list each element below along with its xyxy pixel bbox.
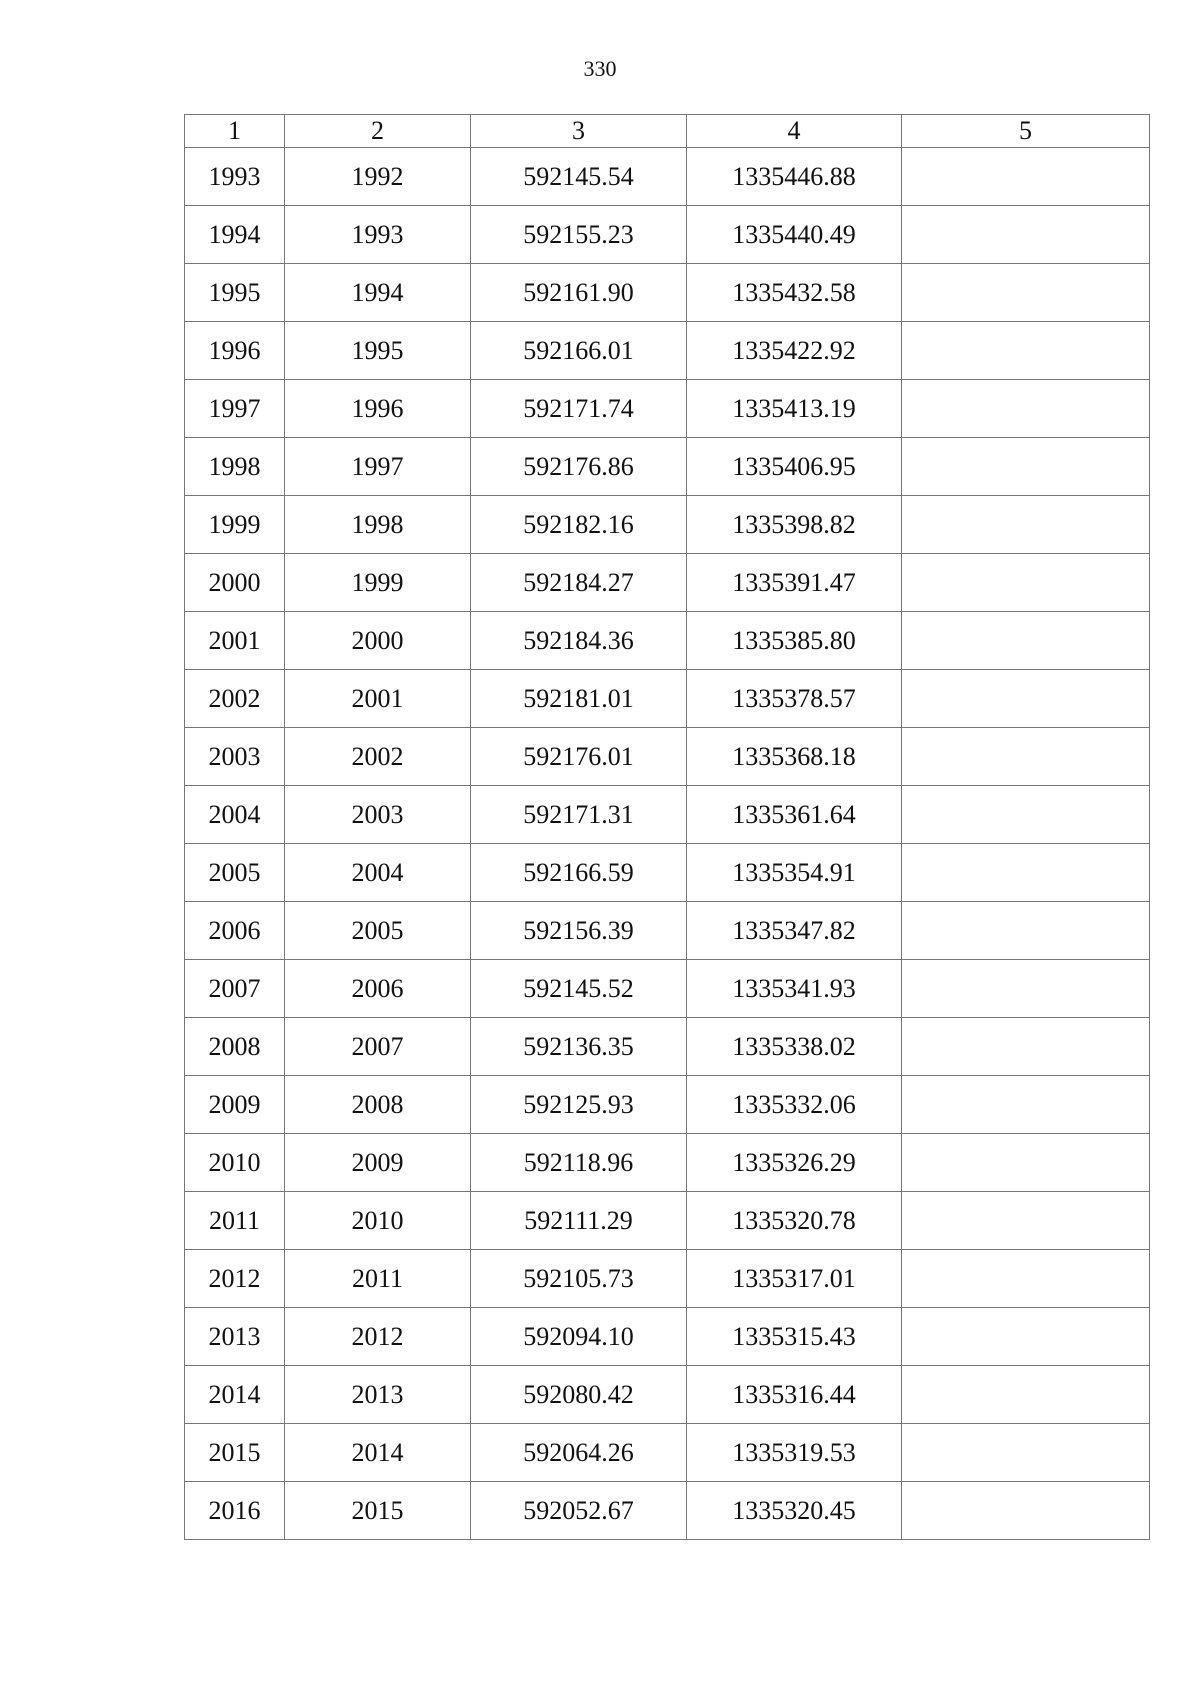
table-cell-col-3: 592182.16 bbox=[471, 496, 687, 554]
table-cell-col-1: 2002 bbox=[185, 670, 285, 728]
table-cell-col-3: 592145.52 bbox=[471, 960, 687, 1018]
table-cell-col-3: 592136.35 bbox=[471, 1018, 687, 1076]
table-cell-col-4: 1335326.29 bbox=[687, 1134, 902, 1192]
table-cell-col-3: 592161.90 bbox=[471, 264, 687, 322]
table-cell-col-3: 592145.54 bbox=[471, 148, 687, 206]
table-cell-col-2: 2003 bbox=[285, 786, 471, 844]
table-cell-col-5 bbox=[902, 960, 1150, 1018]
table-cell-col-1: 2007 bbox=[185, 960, 285, 1018]
table-cell-col-5 bbox=[902, 1192, 1150, 1250]
table-cell-col-3: 592171.74 bbox=[471, 380, 687, 438]
table-cell-col-1: 2004 bbox=[185, 786, 285, 844]
table-row bbox=[185, 148, 1150, 206]
table-cell-col-5 bbox=[902, 438, 1150, 496]
table-cell-col-3: 592166.59 bbox=[471, 844, 687, 902]
table-cell-col-5 bbox=[902, 786, 1150, 844]
table-cell-col-2: 1993 bbox=[285, 206, 471, 264]
table-cell-col-5 bbox=[902, 1134, 1150, 1192]
table-cell-col-3: 592052.67 bbox=[471, 1482, 687, 1540]
table-cell-col-4: 1335446.88 bbox=[687, 148, 902, 206]
table-cell-col-3: 592105.73 bbox=[471, 1250, 687, 1308]
table-cell-col-2: 1996 bbox=[285, 380, 471, 438]
page-number: 330 bbox=[583, 56, 617, 81]
table-cell-col-1: 2008 bbox=[185, 1018, 285, 1076]
table-cell-col-3: 592118.96 bbox=[471, 1134, 687, 1192]
table-row bbox=[185, 670, 1150, 728]
table-cell-col-2: 1997 bbox=[285, 438, 471, 496]
header-row bbox=[185, 115, 1150, 148]
table-cell-col-3: 592176.01 bbox=[471, 728, 687, 786]
table-row bbox=[185, 844, 1150, 902]
table-cell-col-4: 1335347.82 bbox=[687, 902, 902, 960]
header-cell-col-5: 5 bbox=[902, 115, 1150, 148]
table-cell-col-1: 1993 bbox=[185, 148, 285, 206]
table-cell-col-4: 1335320.45 bbox=[687, 1482, 902, 1540]
table-cell-col-1: 1996 bbox=[185, 322, 285, 380]
table-row bbox=[185, 1192, 1150, 1250]
table-cell-col-4: 1335341.93 bbox=[687, 960, 902, 1018]
table-cell-col-1: 2012 bbox=[185, 1250, 285, 1308]
table-cell-col-2: 2015 bbox=[285, 1482, 471, 1540]
table-cell-col-4: 1335317.01 bbox=[687, 1250, 902, 1308]
table-row bbox=[185, 612, 1150, 670]
table-cell-col-4: 1335319.53 bbox=[687, 1424, 902, 1482]
table-cell-col-2: 2002 bbox=[285, 728, 471, 786]
table-cell-col-1: 2013 bbox=[185, 1308, 285, 1366]
table-cell-col-2: 1994 bbox=[285, 264, 471, 322]
table-cell-col-5 bbox=[902, 1076, 1150, 1134]
table-cell-col-1: 2010 bbox=[185, 1134, 285, 1192]
table-row bbox=[185, 264, 1150, 322]
table-cell-col-2: 2001 bbox=[285, 670, 471, 728]
table-cell-col-4: 1335354.91 bbox=[687, 844, 902, 902]
table-cell-col-2: 1992 bbox=[285, 148, 471, 206]
table-cell-col-4: 1335406.95 bbox=[687, 438, 902, 496]
table-cell-col-5 bbox=[902, 380, 1150, 438]
table-row bbox=[185, 1424, 1150, 1482]
table-cell-col-5 bbox=[902, 670, 1150, 728]
table-row bbox=[185, 786, 1150, 844]
table-cell-col-2: 1999 bbox=[285, 554, 471, 612]
table-row bbox=[185, 496, 1150, 554]
table-cell-col-5 bbox=[902, 1018, 1150, 1076]
table-cell-col-4: 1335320.78 bbox=[687, 1192, 902, 1250]
table-cell-col-4: 1335368.18 bbox=[687, 728, 902, 786]
table-cell-col-2: 2011 bbox=[285, 1250, 471, 1308]
header-cell-col-2: 2 bbox=[285, 115, 471, 148]
table-cell-col-5 bbox=[902, 1366, 1150, 1424]
table-cell-col-2: 2007 bbox=[285, 1018, 471, 1076]
table-cell-col-5 bbox=[902, 844, 1150, 902]
table-cell-col-1: 2011 bbox=[185, 1192, 285, 1250]
table-cell-col-4: 1335338.02 bbox=[687, 1018, 902, 1076]
table-cell-col-2: 2008 bbox=[285, 1076, 471, 1134]
table-cell-col-1: 1999 bbox=[185, 496, 285, 554]
table-cell-col-1: 2006 bbox=[185, 902, 285, 960]
table-cell-col-3: 592094.10 bbox=[471, 1308, 687, 1366]
table-cell-col-2: 2010 bbox=[285, 1192, 471, 1250]
table-row bbox=[185, 380, 1150, 438]
table-cell-col-3: 592181.01 bbox=[471, 670, 687, 728]
table-cell-col-1: 1997 bbox=[185, 380, 285, 438]
table-cell-col-5 bbox=[902, 902, 1150, 960]
table-cell-col-1: 2014 bbox=[185, 1366, 285, 1424]
table-cell-col-3: 592111.29 bbox=[471, 1192, 687, 1250]
table-cell-col-4: 1335385.80 bbox=[687, 612, 902, 670]
table-cell-col-5 bbox=[902, 322, 1150, 380]
table-cell-col-4: 1335316.44 bbox=[687, 1366, 902, 1424]
table-cell-col-4: 1335398.82 bbox=[687, 496, 902, 554]
table-cell-col-2: 1995 bbox=[285, 322, 471, 380]
table-cell-col-4: 1335361.64 bbox=[687, 786, 902, 844]
table-cell-col-1: 2001 bbox=[185, 612, 285, 670]
table-header bbox=[185, 115, 1150, 148]
header-cell-col-3: 3 bbox=[471, 115, 687, 148]
table-cell-col-3: 592080.42 bbox=[471, 1366, 687, 1424]
table-cell-col-3: 592184.27 bbox=[471, 554, 687, 612]
table-cell-col-4: 1335440.49 bbox=[687, 206, 902, 264]
table-cell-col-1: 1998 bbox=[185, 438, 285, 496]
table-cell-col-5 bbox=[902, 206, 1150, 264]
table-cell-col-4: 1335413.19 bbox=[687, 380, 902, 438]
table-cell-col-3: 592166.01 bbox=[471, 322, 687, 380]
table-cell-col-5 bbox=[902, 554, 1150, 612]
table-cell-col-4: 1335332.06 bbox=[687, 1076, 902, 1134]
table-row bbox=[185, 960, 1150, 1018]
table-row bbox=[185, 902, 1150, 960]
table-cell-col-5 bbox=[902, 264, 1150, 322]
table-cell-col-4: 1335315.43 bbox=[687, 1308, 902, 1366]
table-cell-col-4: 1335432.58 bbox=[687, 264, 902, 322]
table-cell-col-5 bbox=[902, 1424, 1150, 1482]
coordinates-table bbox=[184, 114, 1150, 1540]
table-row bbox=[185, 1250, 1150, 1308]
table-cell-col-2: 2000 bbox=[285, 612, 471, 670]
table-cell-col-2: 2013 bbox=[285, 1366, 471, 1424]
table-cell-col-5 bbox=[902, 496, 1150, 554]
table-cell-col-1: 1994 bbox=[185, 206, 285, 264]
table-row bbox=[185, 1366, 1150, 1424]
table-cell-col-3: 592125.93 bbox=[471, 1076, 687, 1134]
table-cell-col-4: 1335391.47 bbox=[687, 554, 902, 612]
table-row bbox=[185, 1482, 1150, 1540]
table-row bbox=[185, 1308, 1150, 1366]
table-row bbox=[185, 1076, 1150, 1134]
table-row bbox=[185, 1134, 1150, 1192]
table-cell-col-2: 1998 bbox=[285, 496, 471, 554]
table-cell-col-2: 2009 bbox=[285, 1134, 471, 1192]
table-row bbox=[185, 728, 1150, 786]
table-cell-col-3: 592184.36 bbox=[471, 612, 687, 670]
header-cell-col-1: 1 bbox=[185, 115, 285, 148]
table-cell-col-5 bbox=[902, 1250, 1150, 1308]
table-cell-col-2: 2004 bbox=[285, 844, 471, 902]
table-cell-col-2: 2006 bbox=[285, 960, 471, 1018]
table-cell-col-3: 592155.23 bbox=[471, 206, 687, 264]
table-cell-col-5 bbox=[902, 1482, 1150, 1540]
table-cell-col-1: 2015 bbox=[185, 1424, 285, 1482]
table-cell-col-1: 1995 bbox=[185, 264, 285, 322]
table-cell-col-1: 2009 bbox=[185, 1076, 285, 1134]
header-cell-col-4: 4 bbox=[687, 115, 902, 148]
table-cell-col-2: 2014 bbox=[285, 1424, 471, 1482]
table-row bbox=[185, 554, 1150, 612]
table-cell-col-5 bbox=[902, 728, 1150, 786]
table-body bbox=[185, 148, 1150, 1540]
table-row bbox=[185, 322, 1150, 380]
table-cell-col-4: 1335378.57 bbox=[687, 670, 902, 728]
table-cell-col-1: 2016 bbox=[185, 1482, 285, 1540]
table-cell-col-3: 592156.39 bbox=[471, 902, 687, 960]
table-cell-col-1: 2005 bbox=[185, 844, 285, 902]
table-cell-col-4: 1335422.92 bbox=[687, 322, 902, 380]
table-cell-col-5 bbox=[902, 148, 1150, 206]
table-cell-col-5 bbox=[902, 1308, 1150, 1366]
table-cell-col-2: 2012 bbox=[285, 1308, 471, 1366]
table-row bbox=[185, 1018, 1150, 1076]
table-cell-col-3: 592176.86 bbox=[471, 438, 687, 496]
table-cell-col-1: 2003 bbox=[185, 728, 285, 786]
table-cell-col-3: 592064.26 bbox=[471, 1424, 687, 1482]
table-row bbox=[185, 206, 1150, 264]
table-cell-col-2: 2005 bbox=[285, 902, 471, 960]
table-row bbox=[185, 438, 1150, 496]
table-cell-col-1: 2000 bbox=[185, 554, 285, 612]
table-cell-col-5 bbox=[902, 612, 1150, 670]
table-cell-col-3: 592171.31 bbox=[471, 786, 687, 844]
